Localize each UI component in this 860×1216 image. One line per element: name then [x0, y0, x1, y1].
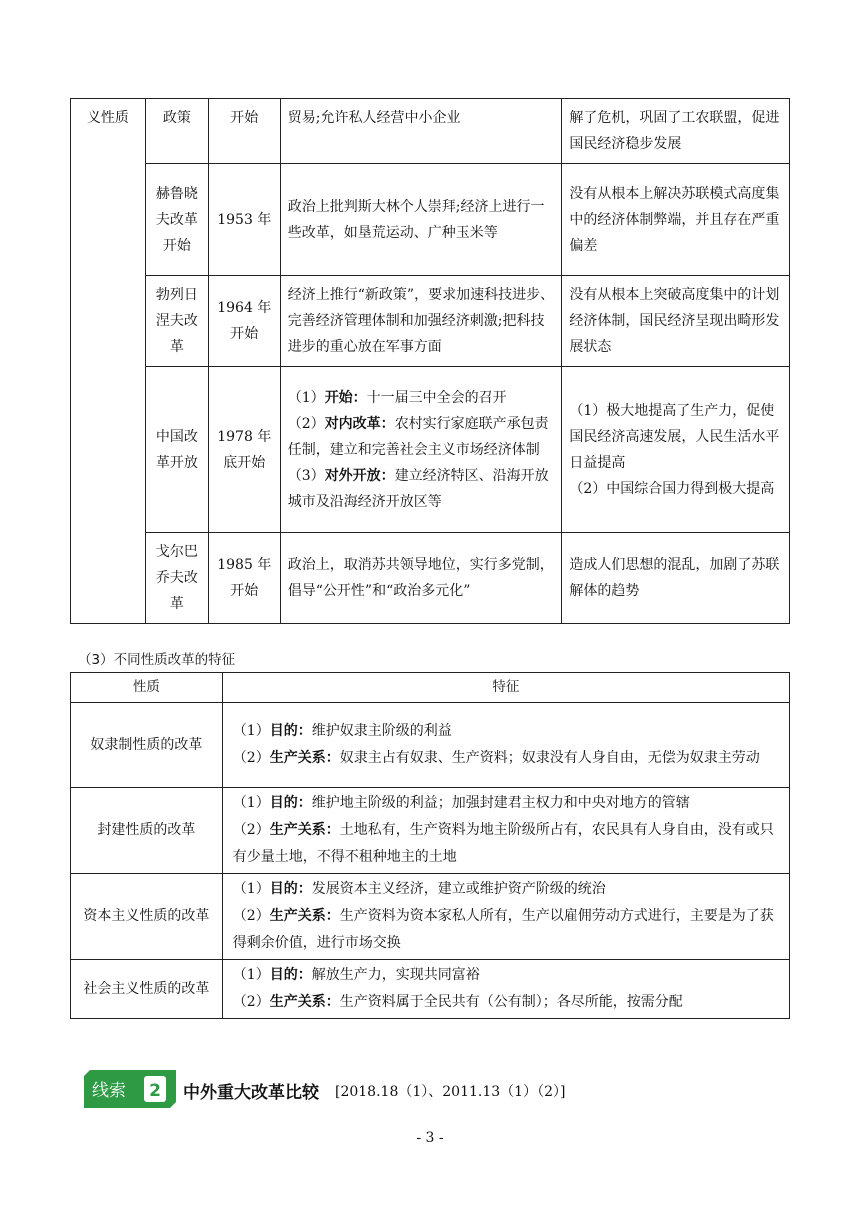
clue-badge: [82, 1068, 178, 1110]
content-cell: 政治上，取消苏共领导地位，实行多党制，倡导“公开性”和“政治多元化”: [280, 533, 562, 624]
clue-tag-label: 线索: [92, 1081, 126, 1101]
feature-cell: [222, 703, 789, 788]
table-row: [71, 367, 790, 533]
header-nature: 性质: [71, 673, 223, 703]
effect-item: （2）中国综合国力得到极大提高: [569, 480, 775, 497]
reform-name-cell: 政策: [145, 99, 208, 164]
reform-table: [70, 98, 790, 624]
content-cell: 政治上批判斯大林个人崇拜;经济上进行一些改革，如垦荒运动、广种玉米等: [280, 164, 562, 276]
page-number: - 3 -: [416, 1130, 444, 1146]
time-cell: 1953 年: [208, 164, 280, 276]
section-heading: （3）不同性质改革的特征: [78, 652, 236, 668]
table-row: [71, 788, 790, 874]
table-row: [71, 960, 790, 1019]
effect-item: （1）极大地提高了生产力，促使国民经济高速发展，人民生活水平日益提高: [569, 402, 780, 471]
content-item: （3）对外开放：建立经济特区、沿海开放城市及沿海经济开放区等: [287, 467, 549, 510]
time-cell: 1985 年开始: [208, 533, 280, 624]
reform-name-cell: 赫鲁晓夫改革开始: [145, 164, 208, 276]
feature-item: （1）目的：解放生产力，实现共同富裕: [232, 967, 480, 983]
feature-item: （2）生产关系：奴隶主占有奴隶、生产资料；奴隶没有人身自由，无偿为奴隶主劳动: [232, 750, 760, 766]
table-row: [71, 276, 790, 367]
table-row: [71, 533, 790, 624]
header-feature: 特征: [222, 673, 789, 703]
content-item: （2）对内改革：农村实行家庭联产承包责任制，建立和完善社会主义市场经济体制: [287, 415, 549, 458]
effect-cell: [562, 367, 790, 533]
feature-item: （1）目的：维护奴隶主阶级的利益: [232, 723, 452, 739]
nature-cell: 封建性质的改革: [71, 788, 223, 874]
effect-cell: 没有从根本上突破高度集中的计划经济体制，国民经济呈现出畸形发展状态: [562, 276, 790, 367]
table-row: [71, 99, 790, 164]
reform-name-cell: 中国改革开放: [145, 367, 208, 533]
content-cell: [280, 367, 562, 533]
table-row: [71, 703, 790, 788]
category-cell: 义性质: [71, 99, 146, 624]
nature-cell: 资本主义性质的改革: [71, 874, 223, 960]
time-cell: 1978 年底开始: [208, 367, 280, 533]
content-cell: 贸易;允许私人经营中小企业: [280, 99, 562, 164]
time-cell: 1964 年开始: [208, 276, 280, 367]
reform-name-cell: 戈尔巴乔夫改革: [145, 533, 208, 624]
nature-cell: 奴隶制性质的改革: [71, 703, 223, 788]
content-item: （1）开始：十一届三中全会的召开: [287, 389, 507, 406]
feature-cell: [222, 874, 789, 960]
effect-cell: 解了危机，巩固了工农联盟，促进国民经济稳步发展: [562, 99, 790, 164]
clue-title: 中外重大改革比较: [183, 1083, 319, 1103]
clue-reference: [2018.18（1）、2011.13（1）（2）]: [335, 1084, 566, 1100]
clue-number: 2: [149, 1081, 161, 1101]
feature-item: （2）生产关系：土地私有，生产资料为地主阶级所占有，农民具有人身自由，没有或只有少量土地，不得不租种地主的土地: [232, 822, 774, 865]
feature-cell: [222, 788, 789, 874]
table-header-row: [71, 673, 790, 703]
reform-name-cell: 勃列日涅夫改革: [145, 276, 208, 367]
feature-item: （2）生产关系：生产资料属于全民共有（公有制）；各尽所能，按需分配: [232, 994, 683, 1010]
feature-item: （1）目的：发展资本主义经济，建立或维护资产阶级的统治: [232, 881, 606, 897]
time-cell: 开始: [208, 99, 280, 164]
feature-item: （2）生产关系：生产资料为资本家私人所有，生产以雇佣劳动方式进行，主要是为了获得剩余价值，进行市场交换: [232, 908, 774, 951]
feature-cell: [222, 960, 789, 1019]
table-row: [71, 164, 790, 276]
effect-cell: 没有从根本上解决苏联模式高度集中的经济体制弊端，并且存在严重偏差: [562, 164, 790, 276]
effect-cell: 造成人们思想的混乱，加剧了苏联解体的趋势: [562, 533, 790, 624]
nature-cell: 社会主义性质的改革: [71, 960, 223, 1019]
feature-item: （1）目的：维护地主阶级的利益；加强封建君主权力和中央对地方的管辖: [232, 795, 690, 811]
content-cell: 经济上推行“新政策”，要求加速科技进步、完善经济管理体制和加强经济刺激;把科技进步的重心放在军事方面: [280, 276, 562, 367]
reform-nature-table: [70, 672, 790, 1019]
table-row: [71, 874, 790, 960]
